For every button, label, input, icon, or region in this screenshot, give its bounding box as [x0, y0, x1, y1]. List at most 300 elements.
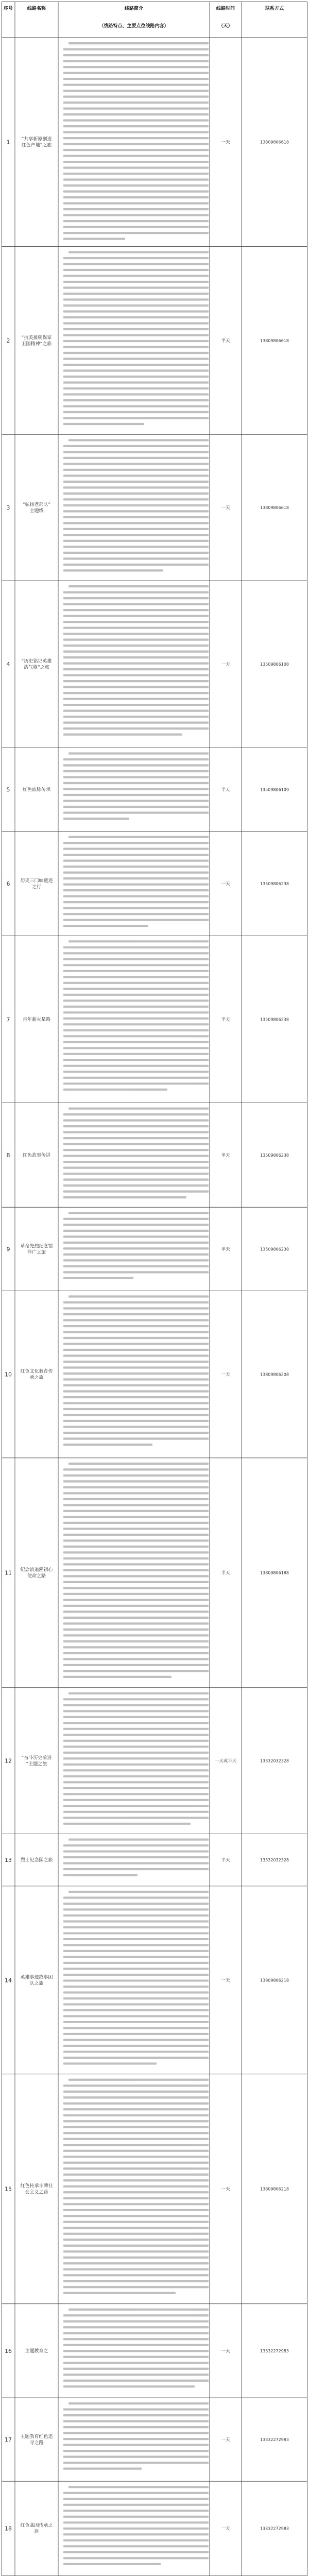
description-line: [63, 704, 209, 706]
description-line: [63, 2015, 209, 2017]
description-line: [63, 1426, 209, 1428]
description-line: [63, 2385, 195, 2387]
row-number: 16: [5, 2347, 12, 2354]
description-line: [63, 866, 209, 868]
route-tel: 13809806208: [260, 1372, 289, 1377]
description-line: [63, 734, 182, 736]
row-number: 12: [5, 1757, 12, 1765]
description-line: [63, 393, 209, 395]
description-line: [63, 1593, 209, 1595]
description-line: [63, 334, 209, 336]
route-description: [63, 1295, 209, 1446]
description-line: [63, 399, 209, 401]
route-table-svg: [2, 2, 307, 2576]
description-line: [63, 1991, 209, 1993]
route-description: [63, 2079, 209, 2294]
description-line: [63, 1914, 209, 1917]
description-line: [63, 1354, 209, 1357]
row-number: 15: [5, 2185, 12, 2193]
description-line: [63, 84, 209, 86]
description-line: [63, 1926, 209, 1928]
description-line: [63, 621, 209, 623]
description-line: [63, 528, 209, 530]
description-line: [63, 913, 209, 915]
header-no: 序号: [3, 6, 13, 11]
description-line: [63, 1065, 209, 1067]
description-line: [63, 645, 209, 647]
description-line: [63, 2062, 157, 2064]
route-tel: 13809806618: [260, 140, 289, 145]
description-line: [63, 2009, 209, 2011]
description-line: [63, 108, 209, 110]
description-line: [63, 1253, 209, 1256]
route-name: 纪念馆追溯初心: [20, 1567, 53, 1573]
route-name: “历史铭记英雄: [21, 659, 52, 665]
route-tel: 13509806108: [260, 662, 289, 667]
description-line: [63, 2314, 209, 2316]
description-line: [63, 698, 209, 700]
description-line: [63, 364, 209, 366]
route-description: [63, 585, 209, 736]
description-line: [63, 656, 209, 658]
description-line: [63, 1498, 209, 1500]
description-line: [63, 1734, 209, 1736]
description-line: [63, 872, 209, 874]
route-name: 烈士纪念园之旅: [20, 1858, 53, 1863]
description-line: [63, 609, 209, 611]
route-description: [63, 1838, 209, 1876]
description-line: [63, 275, 209, 277]
description-line: [63, 1408, 209, 1410]
description-line: [63, 2209, 209, 2211]
description-line: [63, 474, 209, 477]
description-line: [63, 1137, 209, 1139]
description-line: [68, 940, 209, 942]
description-line: [63, 498, 209, 500]
description-line: [63, 2462, 209, 2464]
description-line: [68, 439, 209, 441]
description-line: [68, 1463, 209, 1465]
route-tel: 13809806618: [260, 338, 289, 343]
description-line: [63, 2456, 209, 2458]
description-line: [63, 1161, 209, 1163]
route-time: 半天: [221, 1153, 230, 1158]
row-number: 18: [5, 2525, 12, 2532]
description-line: [63, 1301, 209, 1303]
description-line: [63, 788, 209, 790]
description-line: [63, 1775, 209, 1777]
description-line: [63, 770, 209, 772]
description-line: [63, 369, 209, 371]
description-line: [63, 2468, 142, 2470]
route-description: [63, 2309, 209, 2388]
description-line: [63, 1242, 209, 1244]
description-line: [63, 2420, 209, 2422]
description-line: [63, 48, 209, 50]
description-line: [63, 1664, 209, 1666]
description-line: [63, 848, 209, 850]
description-line: [63, 2167, 209, 2170]
description-line: [63, 1047, 209, 1049]
description-line: [63, 2551, 209, 2553]
description-line: [63, 982, 209, 984]
route-name: 历史三门峡遗迹: [20, 878, 53, 884]
description-line: [63, 2156, 209, 2158]
row-number: 1: [6, 139, 10, 146]
description-line: [63, 1224, 209, 1226]
row-number: 3: [6, 504, 10, 512]
description-line: [63, 131, 209, 133]
description-line: [63, 1035, 209, 1037]
description-line: [63, 2368, 209, 2370]
description-line: [63, 78, 209, 80]
description-line: [63, 1670, 209, 1672]
description-line: [63, 651, 209, 653]
description-line: [63, 2557, 209, 2559]
description-line: [63, 710, 209, 712]
header-name: 线路名称: [27, 6, 46, 11]
description-line: [63, 173, 209, 175]
route-name: 主题线: [29, 509, 44, 514]
description-line: [63, 2132, 209, 2134]
route-time: 半天: [221, 1247, 230, 1252]
description-line: [63, 1710, 209, 1712]
description-line: [63, 2326, 209, 2328]
description-line: [63, 1259, 209, 1261]
description-line: [63, 1757, 209, 1759]
description-line: [68, 2402, 209, 2404]
description-line: [63, 1569, 209, 1571]
description-line: [63, 1414, 209, 1416]
description-line: [68, 1295, 209, 1297]
description-line: [63, 1307, 209, 1309]
description-line: [63, 2320, 209, 2323]
description-line: [63, 1313, 209, 1315]
description-line: [63, 1599, 209, 1601]
description-line: [63, 782, 209, 784]
route-description: [63, 940, 209, 1091]
description-line: [63, 423, 144, 425]
row-number: 17: [5, 2436, 12, 2444]
description-line: [63, 2504, 209, 2506]
description-line: [63, 1337, 209, 1339]
description-line: [63, 1131, 209, 1133]
description-line: [63, 534, 209, 536]
description-line: [63, 2045, 209, 2047]
route-time: 半天: [221, 338, 230, 344]
description-line: [63, 232, 209, 234]
description-line: [63, 988, 209, 990]
description-line: [63, 1277, 133, 1279]
description-line: [63, 1787, 209, 1789]
description-line: [63, 1605, 209, 1607]
description-line: [63, 633, 209, 635]
description-line: [63, 716, 209, 718]
description-line: [63, 1023, 209, 1025]
description-line: [63, 1384, 209, 1386]
route-time: 一天: [221, 505, 230, 511]
description-line: [63, 352, 209, 354]
description-line: [63, 889, 209, 891]
header-tel: 联系方式: [265, 6, 284, 11]
description-line: [63, 1011, 209, 1013]
description-line: [63, 1534, 209, 1536]
description-line: [63, 1962, 209, 1964]
description-line: [63, 811, 209, 814]
description-line: [63, 2432, 209, 2434]
description-line: [63, 220, 209, 222]
description-line: [63, 2227, 209, 2229]
description-line: [63, 1728, 209, 1730]
description-line: [63, 304, 209, 307]
description-line: [63, 2162, 209, 2164]
description-line: [63, 310, 209, 312]
description-line: [63, 96, 209, 98]
route-name: 百年薪火星路: [22, 1017, 51, 1023]
description-line: [63, 1437, 209, 1439]
description-line: [63, 1486, 209, 1488]
description-line: [63, 758, 209, 760]
route-name: “奋斗历史前进: [21, 1755, 52, 1761]
description-line: [63, 1179, 209, 1181]
route-tel: 13332032328: [260, 1758, 289, 1764]
route-description: [63, 752, 209, 820]
description-line: [63, 1563, 209, 1565]
description-line: [63, 155, 209, 157]
description-line: [63, 639, 209, 641]
description-line: [63, 1551, 209, 1553]
description-line: [63, 457, 209, 459]
header-time: 线路时间: [216, 6, 235, 11]
description-line: [63, 1528, 209, 1530]
description-line: [63, 346, 209, 348]
description-line: [63, 2533, 209, 2535]
description-line: [63, 1968, 209, 1970]
description-line: [63, 1082, 209, 1084]
route-name: 使命之路: [27, 1573, 46, 1579]
description-line: [63, 2539, 209, 2541]
description-line: [63, 281, 209, 283]
description-line: [63, 257, 209, 259]
description-line: [63, 72, 209, 74]
route-name: 革命先烈纪念馆: [20, 1244, 53, 1249]
description-line: [63, 1089, 167, 1091]
description-line: [63, 463, 209, 465]
description-line: [63, 445, 209, 447]
description-line: [63, 2114, 209, 2116]
description-line: [63, 1920, 209, 1922]
description-line: [63, 854, 209, 856]
description-line: [63, 2174, 209, 2176]
route-name: “抗美援朝保家: [21, 335, 52, 341]
description-line: [63, 1769, 209, 1771]
description-line: [63, 2450, 209, 2452]
description-line: [63, 2003, 209, 2005]
description-line: [63, 557, 209, 560]
description-line: [63, 1319, 209, 1321]
description-line: [63, 1676, 171, 1678]
description-line: [63, 1611, 209, 1613]
description-line: [63, 1557, 209, 1560]
description-line: [63, 2120, 209, 2122]
description-line: [63, 925, 148, 927]
description-line: [63, 1979, 209, 1981]
description-line: [63, 66, 209, 68]
route-description: [63, 251, 209, 425]
header-intro-sub: （线路特点、主要点位线路内容）: [99, 24, 169, 29]
description-line: [63, 184, 209, 187]
description-line: [63, 411, 209, 413]
description-line: [63, 101, 209, 104]
description-line: [63, 2426, 209, 2428]
route-description: [63, 1692, 209, 1825]
route-time: 半天: [221, 1570, 230, 1576]
description-line: [63, 2033, 209, 2035]
route-description: [63, 42, 209, 240]
description-line: [63, 1492, 209, 1494]
route-time: 一天: [221, 1978, 230, 1984]
description-line: [63, 1629, 209, 1631]
description-line: [63, 686, 209, 688]
description-line: [63, 1402, 209, 1404]
row-number: 14: [5, 1977, 12, 1984]
description-line: [63, 1480, 209, 1482]
route-time: 半天: [221, 1858, 230, 1863]
description-line: [63, 564, 209, 566]
description-line: [63, 1974, 209, 1976]
description-line: [63, 1113, 209, 1115]
description-line: [63, 196, 209, 198]
description-line: [63, 90, 209, 92]
route-name: 主题教育红色追: [20, 2434, 53, 2440]
row-number: 10: [5, 1371, 12, 1378]
row-number: 4: [6, 661, 10, 668]
description-line: [63, 1704, 209, 1706]
description-line: [63, 1932, 209, 1934]
route-description: [63, 836, 209, 927]
description-line: [63, 1868, 209, 1870]
description-line: [63, 591, 209, 594]
description-line: [63, 179, 209, 181]
route-tel: 13332272983: [260, 2348, 289, 2353]
description-line: [63, 469, 209, 471]
description-line: [63, 907, 209, 909]
description-line: [63, 680, 209, 682]
description-line: [63, 1862, 209, 1864]
description-line: [63, 1811, 209, 1813]
description-line: [63, 2245, 209, 2247]
description-line: [63, 540, 209, 542]
route-tel: 13509806238: [260, 1017, 289, 1022]
description-line: [68, 2486, 209, 2488]
description-line: [63, 818, 129, 820]
description-line: [63, 2338, 209, 2340]
description-line: [63, 167, 209, 169]
description-line: [63, 2203, 209, 2205]
description-line: [63, 1817, 209, 1819]
route-name: 之行: [31, 884, 42, 890]
row-number: 6: [6, 880, 10, 887]
description-line: [68, 1891, 209, 1893]
route-name: 红色文化教育传: [20, 1369, 53, 1375]
route-time: 一天: [221, 1372, 230, 1378]
description-line: [63, 976, 209, 978]
description-line: [63, 286, 209, 289]
description-line: [63, 727, 209, 730]
description-line: [63, 1956, 209, 1958]
description-line: [63, 2057, 209, 2059]
description-line: [63, 2414, 209, 2416]
description-line: [63, 481, 209, 483]
description-line: [63, 597, 209, 599]
description-line: [63, 2185, 209, 2188]
description-line: [63, 1516, 209, 1518]
description-line: [63, 54, 209, 56]
description-line: [63, 1149, 209, 1151]
description-line: [63, 2380, 209, 2382]
description-line: [63, 2350, 209, 2352]
description-line: [63, 1908, 209, 1910]
description-line: [63, 994, 209, 996]
description-line: [63, 2103, 209, 2105]
description-line: [63, 2344, 209, 2346]
route-tel: 13809806618: [260, 505, 289, 511]
description-line: [63, 674, 209, 676]
route-name: 红色血脉传承: [22, 787, 51, 793]
description-line: [63, 1006, 209, 1008]
description-line: [63, 1539, 209, 1541]
route-time: 一天: [221, 2526, 230, 2532]
description-line: [63, 2545, 209, 2547]
description-line: [63, 2362, 209, 2364]
description-line: [63, 120, 209, 122]
route-tel: 13809806218: [260, 1978, 289, 1983]
description-line: [63, 143, 209, 145]
description-line: [63, 776, 209, 778]
row-number: 7: [6, 1016, 10, 1023]
description-line: [63, 2039, 209, 2041]
description-line: [63, 2096, 209, 2098]
description-line: [63, 1071, 209, 1073]
description-line: [63, 999, 209, 1002]
description-line: [63, 1325, 209, 1327]
description-line: [63, 884, 209, 886]
description-line: [63, 1745, 209, 1748]
route-name: 英雄事迹故事团: [20, 1975, 53, 1980]
route-time: 一天: [221, 2437, 230, 2443]
description-line: [63, 1475, 209, 1477]
description-line: [63, 1587, 209, 1589]
description-line: [63, 800, 209, 802]
description-line: [63, 2150, 209, 2152]
description-line: [63, 1896, 209, 1899]
description-line: [68, 2079, 209, 2081]
route-time: 一天: [221, 2348, 230, 2354]
description-line: [63, 2492, 209, 2494]
description-line: [63, 504, 209, 506]
row-number: 2: [6, 337, 10, 344]
description-line: [63, 1986, 209, 1988]
route-tel: 13809806188: [260, 1570, 289, 1575]
description-line: [63, 405, 209, 407]
row-number: 9: [6, 1246, 10, 1253]
description-line: [63, 2108, 209, 2110]
description-line: [63, 1764, 209, 1766]
description-line: [63, 970, 209, 972]
description-line: [63, 1640, 209, 1642]
description-line: [63, 1622, 209, 1624]
header-intro: 线路简介: [124, 6, 144, 11]
